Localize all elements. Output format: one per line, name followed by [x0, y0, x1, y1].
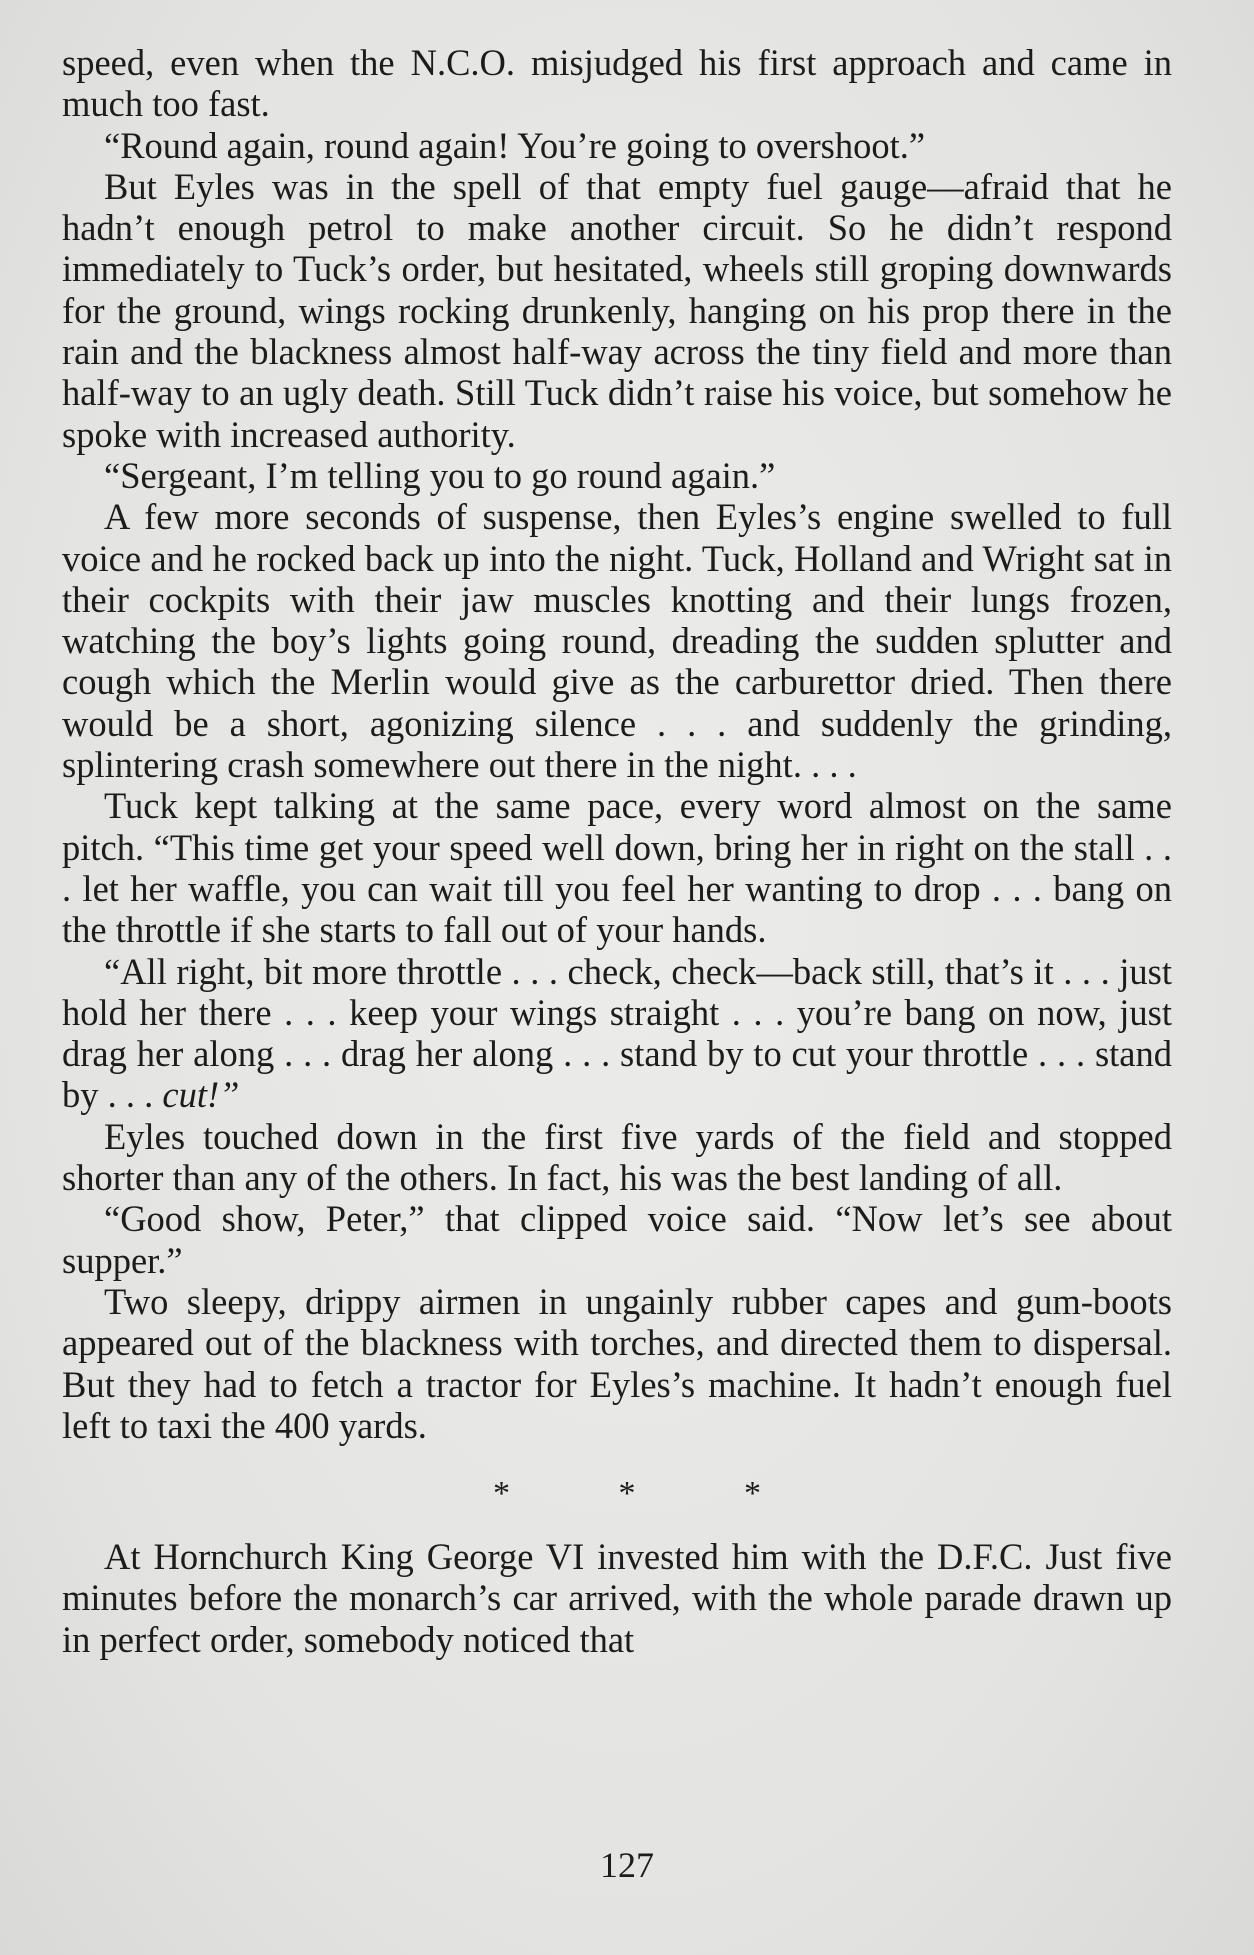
paragraph-8: Eyles touched down in the first five yards of the field and stopped shorter than any of the others. In fact, his was the best landing of all.: [62, 1115, 1172, 1199]
page-number: 127: [600, 1845, 654, 1885]
paragraph-1: speed, even when the N.C.O. misjudged his first approach and came in much too fast.: [62, 42, 1172, 125]
paragraph-7: [62, 951, 1172, 1116]
paragraph-7-text: “All right, bit more throttle . . . check, check—back still, that’s it . . . just hold her there . . . keep your wings straight . . . you’re bang on now, just drag her along . . . drag her along . . . stand by to cut your throttle . . . stand by . . .: [62, 950, 1172, 1116]
paragraph-4: “Sergeant, I’m telling you to go round again.”: [104, 454, 776, 496]
paragraph-3: But Eyles was in the spell of that empty fuel gauge—afraid that he hadn’t enough petrol to make another circuit. So he didn’t respond immediately to Tuck’s order, but hesitated, wheels still groping downwards for the ground, wings rocking drunkenly, hanging on his prop there in the rain and the blackness almost half-way across the tiny field and more than half-way to an ugly death. Still Tuck didn’t raise his voice, but somehow he spoke with increased authority.: [62, 165, 1172, 455]
paragraph-11: At Hornchurch King George VI invested him with the D.F.C. Just five minutes before the monarch’s car arrived, with the whole parade drawn up in perfect order, somebody noticed that: [62, 1536, 1172, 1660]
body-text: [62, 42, 1172, 1660]
paragraph-5: A few more seconds of suspense, then Eyles’s engine swelled to full voice and he rocked back up into the night. Tuck, Holland and Wright sat in their cockpits with their jaw muscles knotting and their lungs frozen, watching the boy’s lights going round, dreading the sudden splutter and cough which the Merlin would give as the carburettor dried. Then there would be a short, agonizing silence . . . and suddenly the grinding, splintering crash somewhere out there in the night. . . .: [62, 496, 1172, 786]
paragraph-2: “Round again, round again! You’re going to overshoot.”: [104, 124, 926, 166]
paragraph-9: “Good show, Peter,” that clipped voice said. “Now let’s see about supper.”: [62, 1198, 1172, 1281]
paragraph-7-italic: cut!”: [162, 1074, 240, 1116]
paragraph-10: Two sleepy, drippy airmen in ungainly rubber capes and gum-boots appeared out of the blackness with torches, and directed them to dispersal. But they had to fetch a tractor for Eyles’s machine. It hadn’t enough fuel left to taxi the 400 yards.: [62, 1280, 1172, 1446]
paragraph-6: Tuck kept talking at the same pace, every word almost on the same pitch. “This time get your speed well down, bring her in right on the stall . . . let her waffle, you can wait till you feel her wanting to drop . . . bang on the throttle if she starts to fall out of your hands.: [62, 785, 1172, 951]
section-separator: * * *: [493, 1475, 761, 1513]
